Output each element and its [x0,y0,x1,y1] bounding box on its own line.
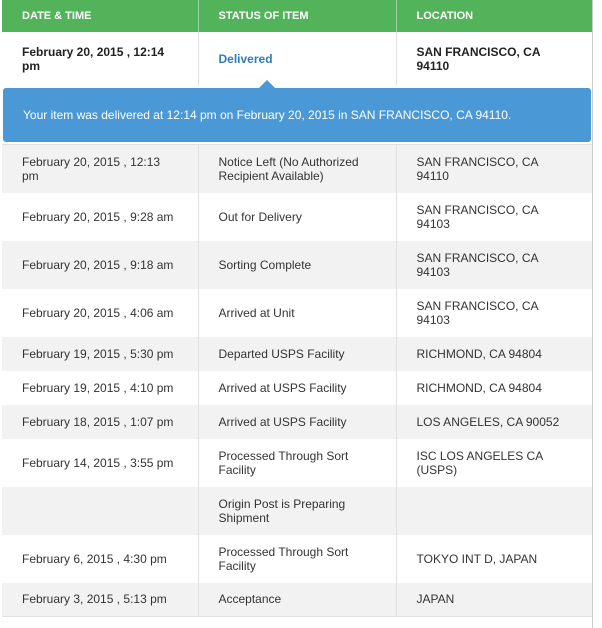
event-location: LOS ANGELES, CA 90052 [396,405,592,439]
delivery-banner [3,88,591,142]
event-date: February 20, 2015 , 12:13 pm [2,145,198,193]
history-rows [2,145,592,617]
column-header-status: STATUS OF ITEM [198,0,396,32]
event-status: Acceptance [198,583,396,617]
event-status: Processed Through Sort Facility [198,439,396,487]
event-date: February 20, 2015 , 9:28 am [2,193,198,241]
table-row [2,289,592,337]
event-status: Arrived at USPS Facility [198,371,396,405]
latest-event-row [2,32,592,86]
event-date: February 3, 2015 , 5:13 pm [2,583,198,617]
table-row [2,535,592,583]
event-status: Sorting Complete [198,241,396,289]
event-status: Processed Through Sort Facility [198,535,396,583]
event-location: ISC LOS ANGELES CA (USPS) [396,439,592,487]
delivery-banner-message: Your item was delivered at 12:14 pm on February 20, 2015 in SAN FRANCISCO, CA 94110. [23,108,512,122]
event-location: SAN FRANCISCO, CA 94110 [396,145,592,193]
event-date [2,487,198,535]
event-date: February 14, 2015 , 3:55 pm [2,439,198,487]
event-status: Arrived at USPS Facility [198,405,396,439]
event-date: February 6, 2015 , 4:30 pm [2,535,198,583]
latest-event-location: SAN FRANCISCO, CA 94110 [396,32,592,86]
event-date: February 20, 2015 , 9:18 am [2,241,198,289]
event-status: Arrived at Unit [198,289,396,337]
delivery-banner-row [2,86,592,145]
table-row [2,193,592,241]
right-border [592,0,593,628]
event-status: Out for Delivery [198,193,396,241]
event-date: February 18, 2015 , 1:07 pm [2,405,198,439]
column-header-date-time: DATE & TIME [2,0,198,32]
table-row [2,145,592,193]
tracking-table [2,0,592,617]
table-header-row [2,0,592,32]
event-location: JAPAN [396,583,592,617]
event-status: Departed USPS Facility [198,337,396,371]
table-row [2,371,592,405]
event-date: February 19, 2015 , 4:10 pm [2,371,198,405]
event-location: RICHMOND, CA 94804 [396,371,592,405]
event-location: SAN FRANCISCO, CA 94103 [396,193,592,241]
event-location: SAN FRANCISCO, CA 94103 [396,289,592,337]
column-header-location: LOCATION [396,0,592,32]
event-date: February 19, 2015 , 5:30 pm [2,337,198,371]
table-row [2,583,592,617]
delivery-banner-cell [2,86,592,145]
table-row [2,337,592,371]
latest-event-status: Delivered [198,32,396,86]
latest-event-date: February 20, 2015 , 12:14 pm [2,32,198,86]
event-date: February 20, 2015 , 4:06 am [2,289,198,337]
table-row [2,439,592,487]
table-row [2,405,592,439]
banner-pointer-arrow [258,80,276,89]
event-location: TOKYO INT D, JAPAN [396,535,592,583]
event-status: Notice Left (No Authorized Recipient Available) [198,145,396,193]
event-location: SAN FRANCISCO, CA 94103 [396,241,592,289]
event-location [396,487,592,535]
table-row [2,487,592,535]
table-row [2,241,592,289]
tracking-history [2,0,600,617]
event-location: RICHMOND, CA 94804 [396,337,592,371]
event-status: Origin Post is Preparing Shipment [198,487,396,535]
